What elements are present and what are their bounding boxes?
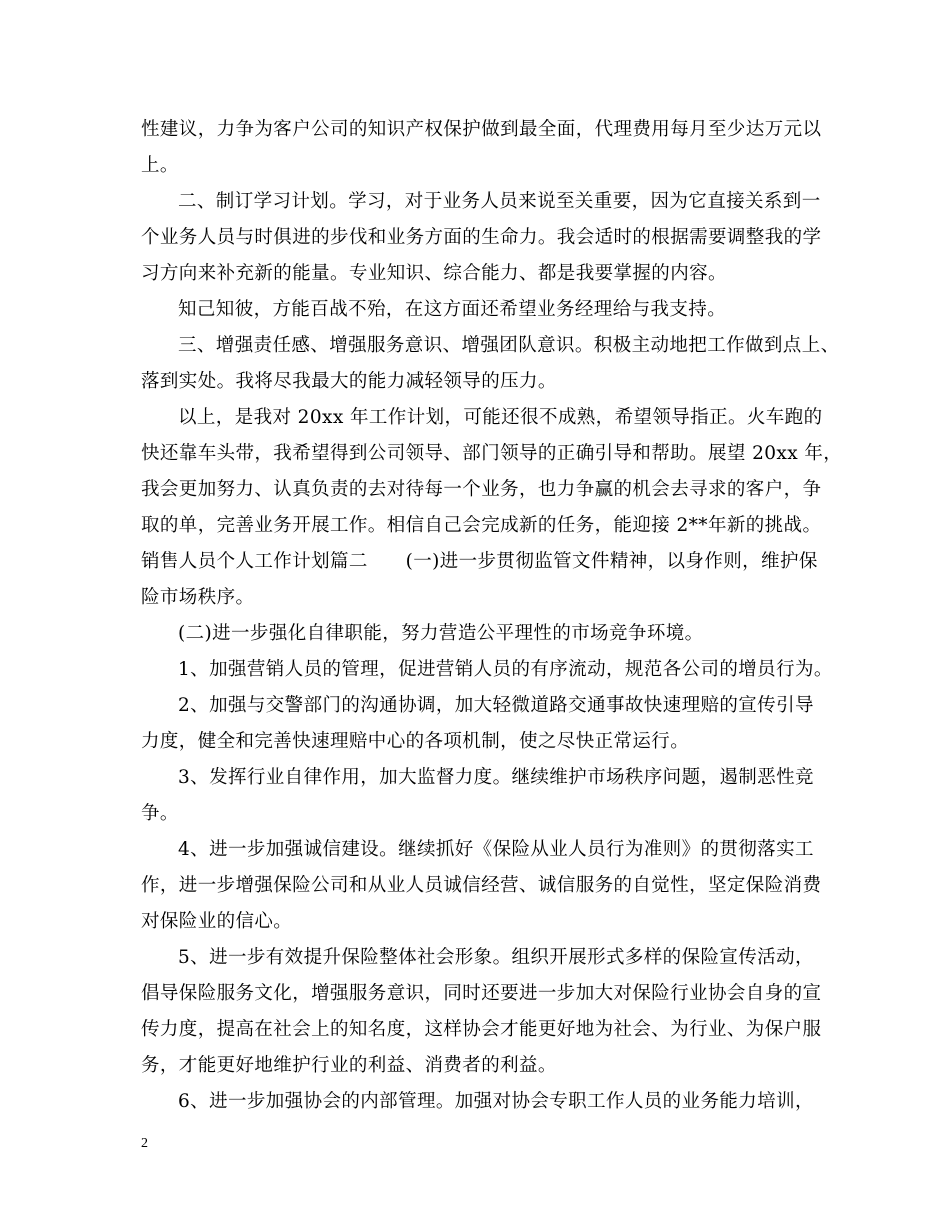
text-line: 落到实处。我将尽我最大的能力减轻领导的压力。 — [141, 371, 557, 392]
text-line: 快还靠车头带，我希望得到公司领导、部门领导的正确引导和帮助。展望 20xx 年， — [141, 443, 843, 464]
text-line: 性建议，力争为客户公司的知识产权保护做到最全面，代理费用每月至少达万元以 — [141, 119, 822, 140]
text-line: 以上，是我对 20xx 年工作计划，可能还很不成熟，希望领导指正。火车跑的 — [178, 407, 823, 428]
page-number: 2 — [141, 1136, 148, 1151]
text-line: 1、加强营销人员的管理，促进营销人员的有序流动，规范各公司的增员行为。 — [178, 659, 833, 680]
text-line: 4、进一步加强诚信建设。继续抓好《保险从业人员行为准则》的贯彻落实工 — [178, 839, 814, 860]
text-line: 习方向来补充新的能量。专业知识、综合能力、都是我要掌握的内容。 — [141, 263, 727, 284]
text-line: 知己知彼，方能百战不殆，在这方面还希望业务经理给与我支持。 — [178, 299, 727, 320]
text-line: 险市场秩序。 — [141, 587, 255, 608]
text-line: 倡导保险服务文化，增强服务意识，同时还要进一步加大对保险行业协会自身的宣 — [141, 983, 822, 1004]
text-line: 力度，健全和完善快速理赔中心的各项机制，使之尽快正常运行。 — [141, 731, 690, 752]
text-line: 务，才能更好地维护行业的利益、消费者的利益。 — [141, 1055, 557, 1076]
text-line: 作，进一步增强保险公司和从业人员诚信经营、诚信服务的自觉性，坚定保险消费 — [141, 875, 822, 896]
text-line: 3、发挥行业自律作用，加大监督力度。继续维护市场秩序问题，遏制恶性竞 — [178, 767, 814, 788]
text-line: 个业务人员与时俱进的步伐和业务方面的生命力。我会适时的根据需要调整我的学 — [141, 227, 822, 248]
text-line: 传力度，提高在社会上的知名度，这样协会才能更好地为社会、为行业、为保户服 — [141, 1019, 822, 1040]
text-line: 上。 — [141, 155, 179, 176]
document-body — [141, 112, 843, 1120]
text-line: 二、制订学习计划。学习，对于业务人员来说至关重要，因为它直接关系到一 — [178, 191, 821, 212]
text-line: (二)进一步强化自律职能，努力营造公平理性的市场竞争环境。 — [178, 623, 704, 644]
text-line: 6、进一步加强协会的内部管理。加强对协会专职工作人员的业务能力培训， — [178, 1091, 814, 1112]
text-line: 取的单，完善业务开展工作。相信自己会完成新的任务，能迎接 2**年新的挑战。 — [141, 515, 822, 536]
text-line: 销售人员个人工作计划篇二 (一)进一步贯彻监管文件精神，以身作则，维护保 — [141, 551, 818, 572]
text-line: 5、进一步有效提升保险整体社会形象。组织开展形式多样的保险宣传活动， — [178, 947, 814, 968]
text-line: 2、加强与交警部门的沟通协调，加大轻微道路交通事故快速理赔的宣传引导 — [178, 695, 814, 716]
text-line: 争。 — [141, 803, 179, 824]
text-line: 我会更加努力、认真负责的去对待每一个业务，也力争赢的机会去寻求的客户，争 — [141, 479, 822, 500]
text-line: 对保险业的信心。 — [141, 911, 293, 932]
text-line: 三、增强责任感、增强服务意识、增强团队意识。积极主动地把工作做到点上、 — [178, 335, 840, 356]
